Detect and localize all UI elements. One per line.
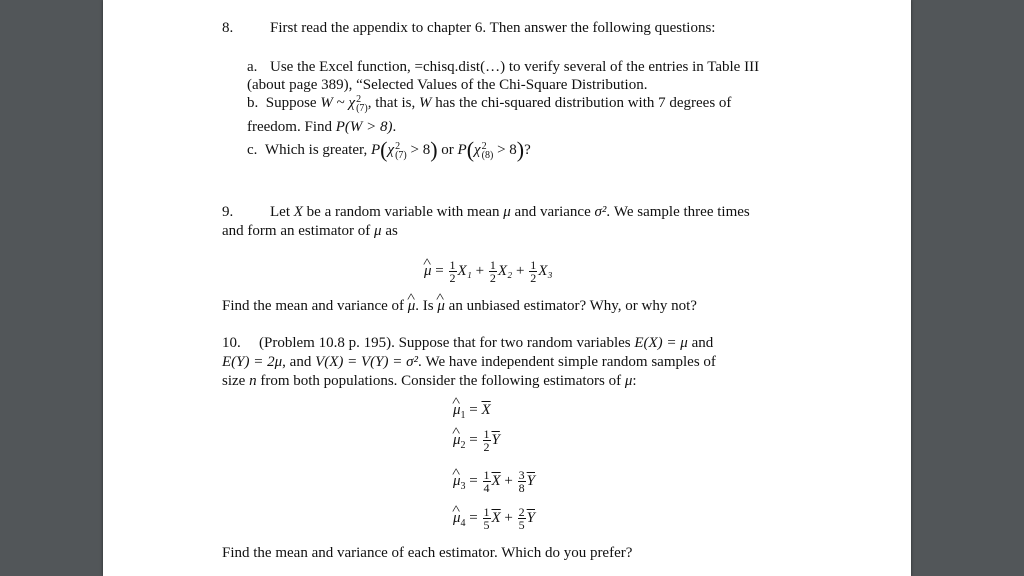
denominator: 8 [518,481,525,495]
q8c-line: c. Which is greater, P(χ 2 (7) > 8) or P(χ 2 (8) > 8)? [247,137,531,162]
mu-hat: ^ μ [424,263,432,279]
x-bar: $\overline{X}$ [481,402,491,418]
math: E(Y) = 2μ [222,354,283,370]
math-sub: 4 [460,517,466,529]
text: . [392,119,397,135]
q10-line1 [259,334,713,352]
numerator: 1 [449,258,456,272]
text: has the chi-squared distribution with 7 degrees of [431,95,732,111]
text: , and [282,354,316,370]
fraction [483,469,491,494]
math-chi: χ [474,142,481,158]
q9-formula [424,259,553,284]
math-var: W [419,95,432,111]
text: (Problem 10.8 p. 195). Suppose that for two random variables [259,335,635,351]
q9-line3 [222,297,697,315]
denominator: 4 [483,481,490,495]
y-bar: $\overline{Y}$ [526,509,535,526]
math-var: σ² [594,204,607,220]
text: and variance [510,204,595,220]
math-sub: 1 [460,410,466,421]
numerator: 1 [483,505,490,519]
text: ? [524,142,531,158]
math: V(X) = V(Y) = σ² [315,354,419,370]
fraction [449,259,457,284]
fraction [483,506,491,531]
numerator: 1 [530,258,537,272]
estimator-4 [453,506,535,531]
text: . Is [415,298,438,314]
text: be a random variable with mean [302,204,504,220]
fraction [518,506,526,531]
math-script [482,142,494,160]
math-var: X₂ [497,262,513,279]
text: from both populations. Consider the following estimators of [256,373,625,389]
math-chi: χ [387,142,395,158]
math: = [431,262,448,279]
x-bar: $\overline{X}$ [491,509,501,526]
mu-hat: ^ μ [453,402,461,418]
mu-hat: ^ μ [453,432,461,448]
q8-number: 8. [222,20,234,36]
math: + [512,262,529,279]
estimator-3 [453,469,535,494]
q8a-line1: Use the Excel function, =chisq.dist(…) to verify several of the entries in Table III [270,59,760,75]
math-sub: (7) [395,149,407,161]
text: . We have independent simple random samples of [418,354,716,370]
text: and [687,335,714,351]
y-bar: $\overline{Y}$ [491,431,500,448]
math-sub: (8) [481,149,494,161]
math-var: μ [624,373,633,389]
q8a-line2: (about page 389), “Selected Values of the Chi-Square Distribution. [247,77,648,93]
math-sup: 2 [356,93,362,105]
denominator: 5 [518,518,525,532]
q10-closing: Find the mean and variance of each estimator. Which do you prefer? [222,545,633,561]
q9-line2 [222,222,398,240]
denominator: 2 [449,271,456,285]
math-var: X₃ [538,262,553,279]
text: Suppose [265,95,321,111]
math: = [465,402,482,418]
denominator: 5 [483,518,490,532]
document-page [103,0,911,576]
math-script [395,142,407,160]
text: . We sample three times [606,204,750,220]
math: + [471,262,488,279]
denominator: 2 [530,271,537,285]
text: ~ [332,95,349,111]
numerator: 1 [483,468,490,482]
q8b-line1 [247,94,731,113]
fraction [483,428,491,453]
math-var: W [320,95,333,111]
estimator-2 [453,428,500,453]
math-p: P [370,142,381,158]
math: > 8 [406,142,431,158]
math: = [465,509,482,526]
math: P(W > 8) [335,119,393,135]
text: Find the mean and variance of [222,298,408,314]
math-var: X₁ [457,262,472,279]
math: + [500,509,517,526]
q10-line2 [222,353,716,371]
numerator: 3 [518,468,525,482]
denominator: 2 [489,271,496,285]
estimator-1 [453,401,491,419]
math: E(X) = μ [634,335,688,351]
text: Which is greater, [264,142,371,158]
fraction [489,259,497,284]
math: > 8 [493,142,517,158]
q9-number: 9. [222,204,234,220]
q8b-label: b. [247,95,259,111]
text: freedom. Find [247,119,336,135]
text: Let [270,204,294,220]
math-sup: 2 [395,140,401,152]
text: , that is, [367,95,419,111]
q9-line1 [270,203,750,221]
denominator: 2 [483,440,490,454]
mu-hat: ^ μ [408,298,416,314]
math-sub: 2 [460,439,466,451]
math-p: P [457,142,467,158]
q8a-label: a. [247,59,258,75]
text: or [437,142,458,158]
y-bar: $\overline{Y}$ [526,472,535,489]
mu-hat: ^ μ [453,510,461,526]
q10-number: 10. [222,335,241,351]
math-var: n [249,373,257,389]
math-script [356,95,368,113]
numerator: 1 [489,258,496,272]
fraction [518,469,526,494]
q10-line3: size n from both populations. Consider the following estimators of μ: [222,373,637,389]
math-var: μ [374,223,382,239]
fraction [529,259,537,284]
x-bar: $\overline{X}$ [491,472,501,489]
math-sub: (7) [356,102,368,114]
text: an unbiased estimator? Why, or why not? [444,298,697,314]
math: = [465,472,482,489]
math-chi: χ [348,95,356,111]
q8b-line2 [247,118,396,136]
math-var: X [293,204,303,220]
math-var: μ [503,204,511,220]
text: as [381,223,398,239]
numerator: 1 [483,427,490,441]
text: and form an estimator of [222,223,375,239]
text: size [222,373,250,389]
numerator: 2 [518,505,525,519]
math: + [500,472,517,489]
q8-text: First read the appendix to chapter 6. Then answer the following questions: [270,20,716,36]
q8c-label: c. [247,142,258,158]
mu-hat: ^ μ [437,298,445,314]
math: = [465,431,482,448]
mu-hat: ^ μ [453,473,461,489]
math-sub: 3 [460,480,466,492]
math-sup: 2 [481,140,487,152]
